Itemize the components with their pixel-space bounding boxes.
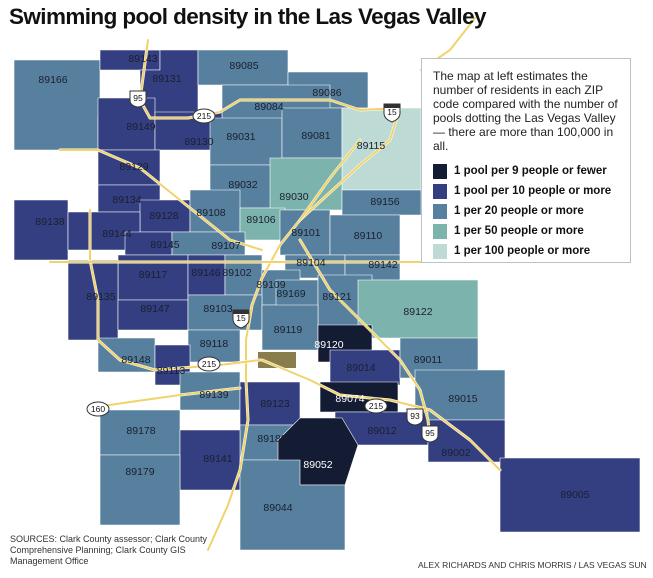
zip-label: 89011	[413, 354, 443, 366]
zip-label: 89139	[199, 389, 229, 401]
highway-93-shield-icon	[407, 409, 423, 425]
zip-label: 89085	[229, 60, 259, 72]
zip-label: 89002	[441, 447, 471, 459]
zip-label: 89074	[335, 393, 365, 405]
zip-label: 89146	[191, 267, 221, 279]
zip-label: 89103	[203, 303, 233, 315]
highway-label: 160	[90, 404, 106, 414]
zip-label: 89128	[149, 210, 179, 222]
zip-label: 89101	[291, 227, 321, 239]
legend-row	[433, 161, 622, 181]
highway-label: 95	[425, 428, 435, 438]
zip-label: 89120	[314, 339, 344, 351]
zip-label: 89107	[211, 240, 241, 252]
zip-label: 89144	[102, 228, 132, 240]
zip-label: 89169	[276, 288, 306, 300]
map-title: Swimming pool density in the Las Vegas Valley	[9, 4, 486, 29]
legend-swatch	[433, 244, 447, 259]
zip-label: 89115	[356, 140, 386, 152]
zip-label: 89145	[150, 239, 180, 251]
legend-row	[433, 241, 622, 261]
legend-row	[433, 201, 622, 221]
highway-label: 215	[196, 111, 212, 121]
zip-label: 89142	[368, 259, 398, 271]
zip-label: 89141	[203, 453, 233, 465]
zip-label: 89108	[196, 207, 226, 219]
legend-swatch	[433, 224, 447, 239]
highway-label: 215	[201, 359, 217, 369]
zip-label: 89118	[199, 338, 229, 350]
legend-label: 1 per 50 people or more	[454, 225, 584, 237]
zip-label: 89119	[273, 324, 303, 336]
legend-label: 1 per 100 people or more	[454, 245, 591, 257]
zip-label: 89081	[301, 130, 331, 142]
zip-label: 89117	[138, 269, 168, 281]
highway-160-shield-icon	[87, 402, 109, 416]
zip-label: 89147	[140, 303, 170, 315]
zip-label: 89012	[367, 425, 397, 437]
credit-line: ALEX RICHARDS AND CHRIS MORRIS / LAS VEGAS SUN	[418, 560, 647, 570]
zip-label: 89113	[156, 365, 186, 377]
zip-label: 89130	[184, 136, 214, 148]
zip-label: 89122	[403, 306, 433, 318]
zip-label: 89005	[560, 489, 590, 501]
zip-label: 89121	[322, 291, 352, 303]
zip-label: 89106	[246, 214, 276, 226]
legend-intro: The map at left estimates the number of residents in each ZIP code compared with the number of pools dotting the Las Vegas Valley — there are more than 100,000 in all.	[433, 69, 618, 153]
zip-label: 89104	[296, 257, 326, 269]
zip-label: 89030	[279, 191, 309, 203]
highway-215-west-shield-icon	[198, 357, 220, 371]
zip-label: 89179	[125, 466, 155, 478]
zip-label: 89102	[222, 267, 252, 279]
legend-swatch	[433, 204, 447, 219]
zip-label: 89131	[152, 73, 182, 85]
legend-label: 1 per 20 people or more	[454, 205, 584, 217]
zip-label: 89086	[312, 87, 342, 99]
legend-swatch	[433, 164, 447, 179]
zip-label: 89109	[256, 279, 286, 291]
zip-label: 89031	[226, 131, 256, 143]
zip-label: 89110	[353, 230, 383, 242]
highway-215-north-shield-icon	[193, 109, 215, 123]
zip-label: 89143	[128, 53, 158, 65]
zip-label: 89135	[86, 291, 116, 303]
zip-label: 89138	[35, 216, 65, 228]
legend-label: 1 pool per 9 people or fewer	[454, 165, 607, 177]
zip-label: 89178	[126, 425, 156, 437]
highway-95-north-shield-icon	[130, 91, 146, 107]
zip-label: 89032	[228, 179, 258, 191]
highway-label: 215	[368, 401, 384, 411]
highway-label: 93	[410, 411, 420, 421]
zip-label: 89015	[448, 393, 478, 405]
zip-label: 89123	[260, 398, 290, 410]
highway-label: 15	[387, 107, 397, 117]
highway-15-south-shield-icon	[233, 310, 249, 328]
zip-label: 89014	[346, 362, 376, 374]
zip-label: 89166	[38, 74, 68, 86]
zip-label: 89129	[119, 161, 149, 173]
zip-label: 89183	[257, 433, 287, 445]
highway-15-north-shield-icon	[384, 104, 400, 122]
legend-row	[433, 221, 622, 241]
highway-label: 15	[236, 313, 246, 323]
highway-label: 95	[133, 93, 143, 103]
region-89138	[14, 200, 68, 260]
sources-note: SOURCES: Clark County assessor; Clark County Comprehensive Planning; Clark County GIS Management Office	[10, 534, 208, 566]
zip-label: 89084	[254, 101, 284, 113]
highway-95-south-shield-icon	[422, 426, 438, 442]
legend-row	[433, 181, 622, 201]
legend-box	[421, 58, 631, 263]
legend-swatch	[433, 184, 447, 199]
highway-215-south-shield-icon	[365, 399, 387, 413]
zip-label: 89134	[112, 194, 142, 206]
zip-label: 89044	[263, 502, 293, 514]
legend-label: 1 pool per 10 people or more	[454, 185, 612, 197]
zip-label: 89148	[121, 354, 151, 366]
zip-label: 89156	[370, 196, 400, 208]
zip-label: 89052	[303, 459, 333, 471]
zip-label: 89149	[126, 121, 156, 133]
